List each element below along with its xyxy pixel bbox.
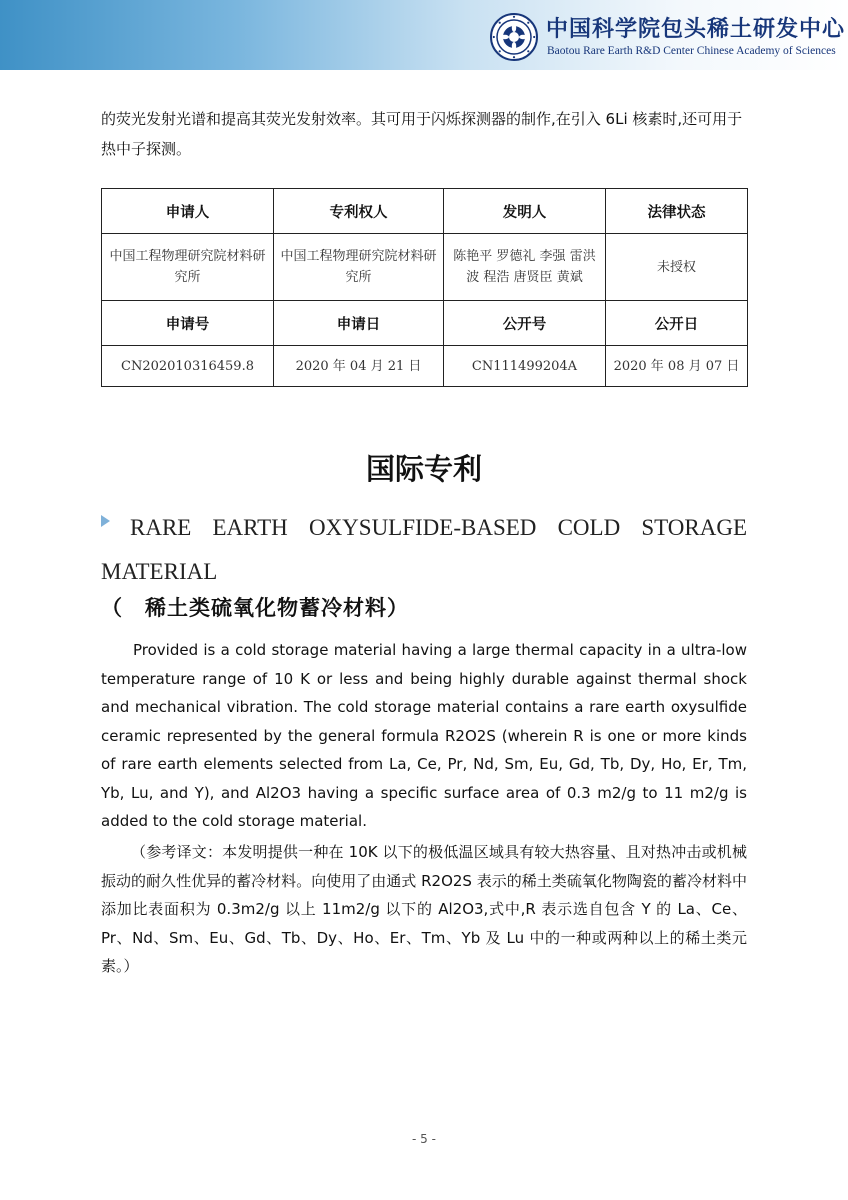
intro-paragraph: 的荧光发射光谱和提高其荧光发射效率。其可用于闪烁探测器的制作,在引入 6Li 核素时,还可用于热中子探测。 [101, 110, 743, 158]
table-header-cell: 公开日 [606, 301, 748, 346]
section-title: 国际专利 [365, 452, 482, 486]
page-number: - 5 - [412, 1132, 436, 1146]
patent-title-en: RARE EARTH OXYSULFIDE-BASED COLD STORAGE MATERIAL [101, 515, 747, 584]
abstract-en: Provided is a cold storage material having a large thermal capacity in a ultra-low temperature range of 10 K or less and being highly durable against thermal shock and mechanical vibration. The cold storage material contains a rare earth oxysulfide ceramic represented by the general formula R2O2S (wherein R is one or more kinds of rare earth elements selected from La, Ce, Pr, Nd, Sm, Eu, Gd, Tb, Dy, Ho, Er, Tm, Yb, Lu, and Y), and Al2O3 having a specific surface area of 0.3 m2/g to 11 m2/g is added to the cold storage material. [101, 641, 747, 830]
header-banner [0, 0, 848, 70]
org-name-cn: 中国科学院包头稀土研发中心 [546, 16, 846, 42]
abstract-cn: （参考译文：本发明提供一种在 10K 以下的极低温区域具有较大热容量、且对热冲击或机械振动的耐久性优异的蓄冷材料。向使用了由通式 R2O2S 表示的稀土类硫氧化物陶瓷的蓄冷材料中添加比表面积为 0.3m2/g 以上 11m2/g 以下的 Al2O3,式中,R 表示选自包含 Y 的 La、Ce、Pr、Nd、Sm、Eu、Gd、Tb、Dy、Ho、Er、Tm、Yb 及 Lu 中的一种或两种以上的稀土类元素。） [101, 843, 747, 975]
table-header-cell: 申请人 [102, 189, 274, 234]
table-header-cell: 公开号 [444, 301, 606, 346]
table-cell: 2020 年 08 月 07 日 [606, 346, 748, 387]
table-cell: 2020 年 04 月 21 日 [274, 346, 444, 387]
table-cell: CN111499204A [444, 346, 606, 387]
table-header-row [102, 301, 748, 346]
table-header-cell: 法律状态 [606, 189, 748, 234]
patent-info-table [101, 188, 748, 387]
table-cell: 陈艳平 罗德礼 李强 雷洪波 程浩 唐贤臣 黄斌 [444, 234, 606, 301]
patent-title-cn: （ 稀土类硫氧化物蓄冷材料） [101, 596, 409, 620]
table-cell: CN202010316459.8 [102, 346, 274, 387]
table-cell: 中国工程物理研究院材料研究所 [274, 234, 444, 301]
table-cell: 未授权 [606, 234, 748, 301]
table-header-cell: 专利权人 [274, 189, 444, 234]
cas-emblem-icon [490, 13, 538, 61]
table-row [102, 234, 748, 301]
table-header-cell: 申请号 [102, 301, 274, 346]
table-header-row [102, 189, 748, 234]
table-cell: 中国工程物理研究院材料研究所 [102, 234, 274, 301]
org-name-en: Baotou Rare Earth R&D Center Chinese Academy of Sciences [547, 45, 836, 57]
table-row [102, 346, 748, 387]
table-header-cell: 申请日 [274, 301, 444, 346]
table-header-cell: 发明人 [444, 189, 606, 234]
